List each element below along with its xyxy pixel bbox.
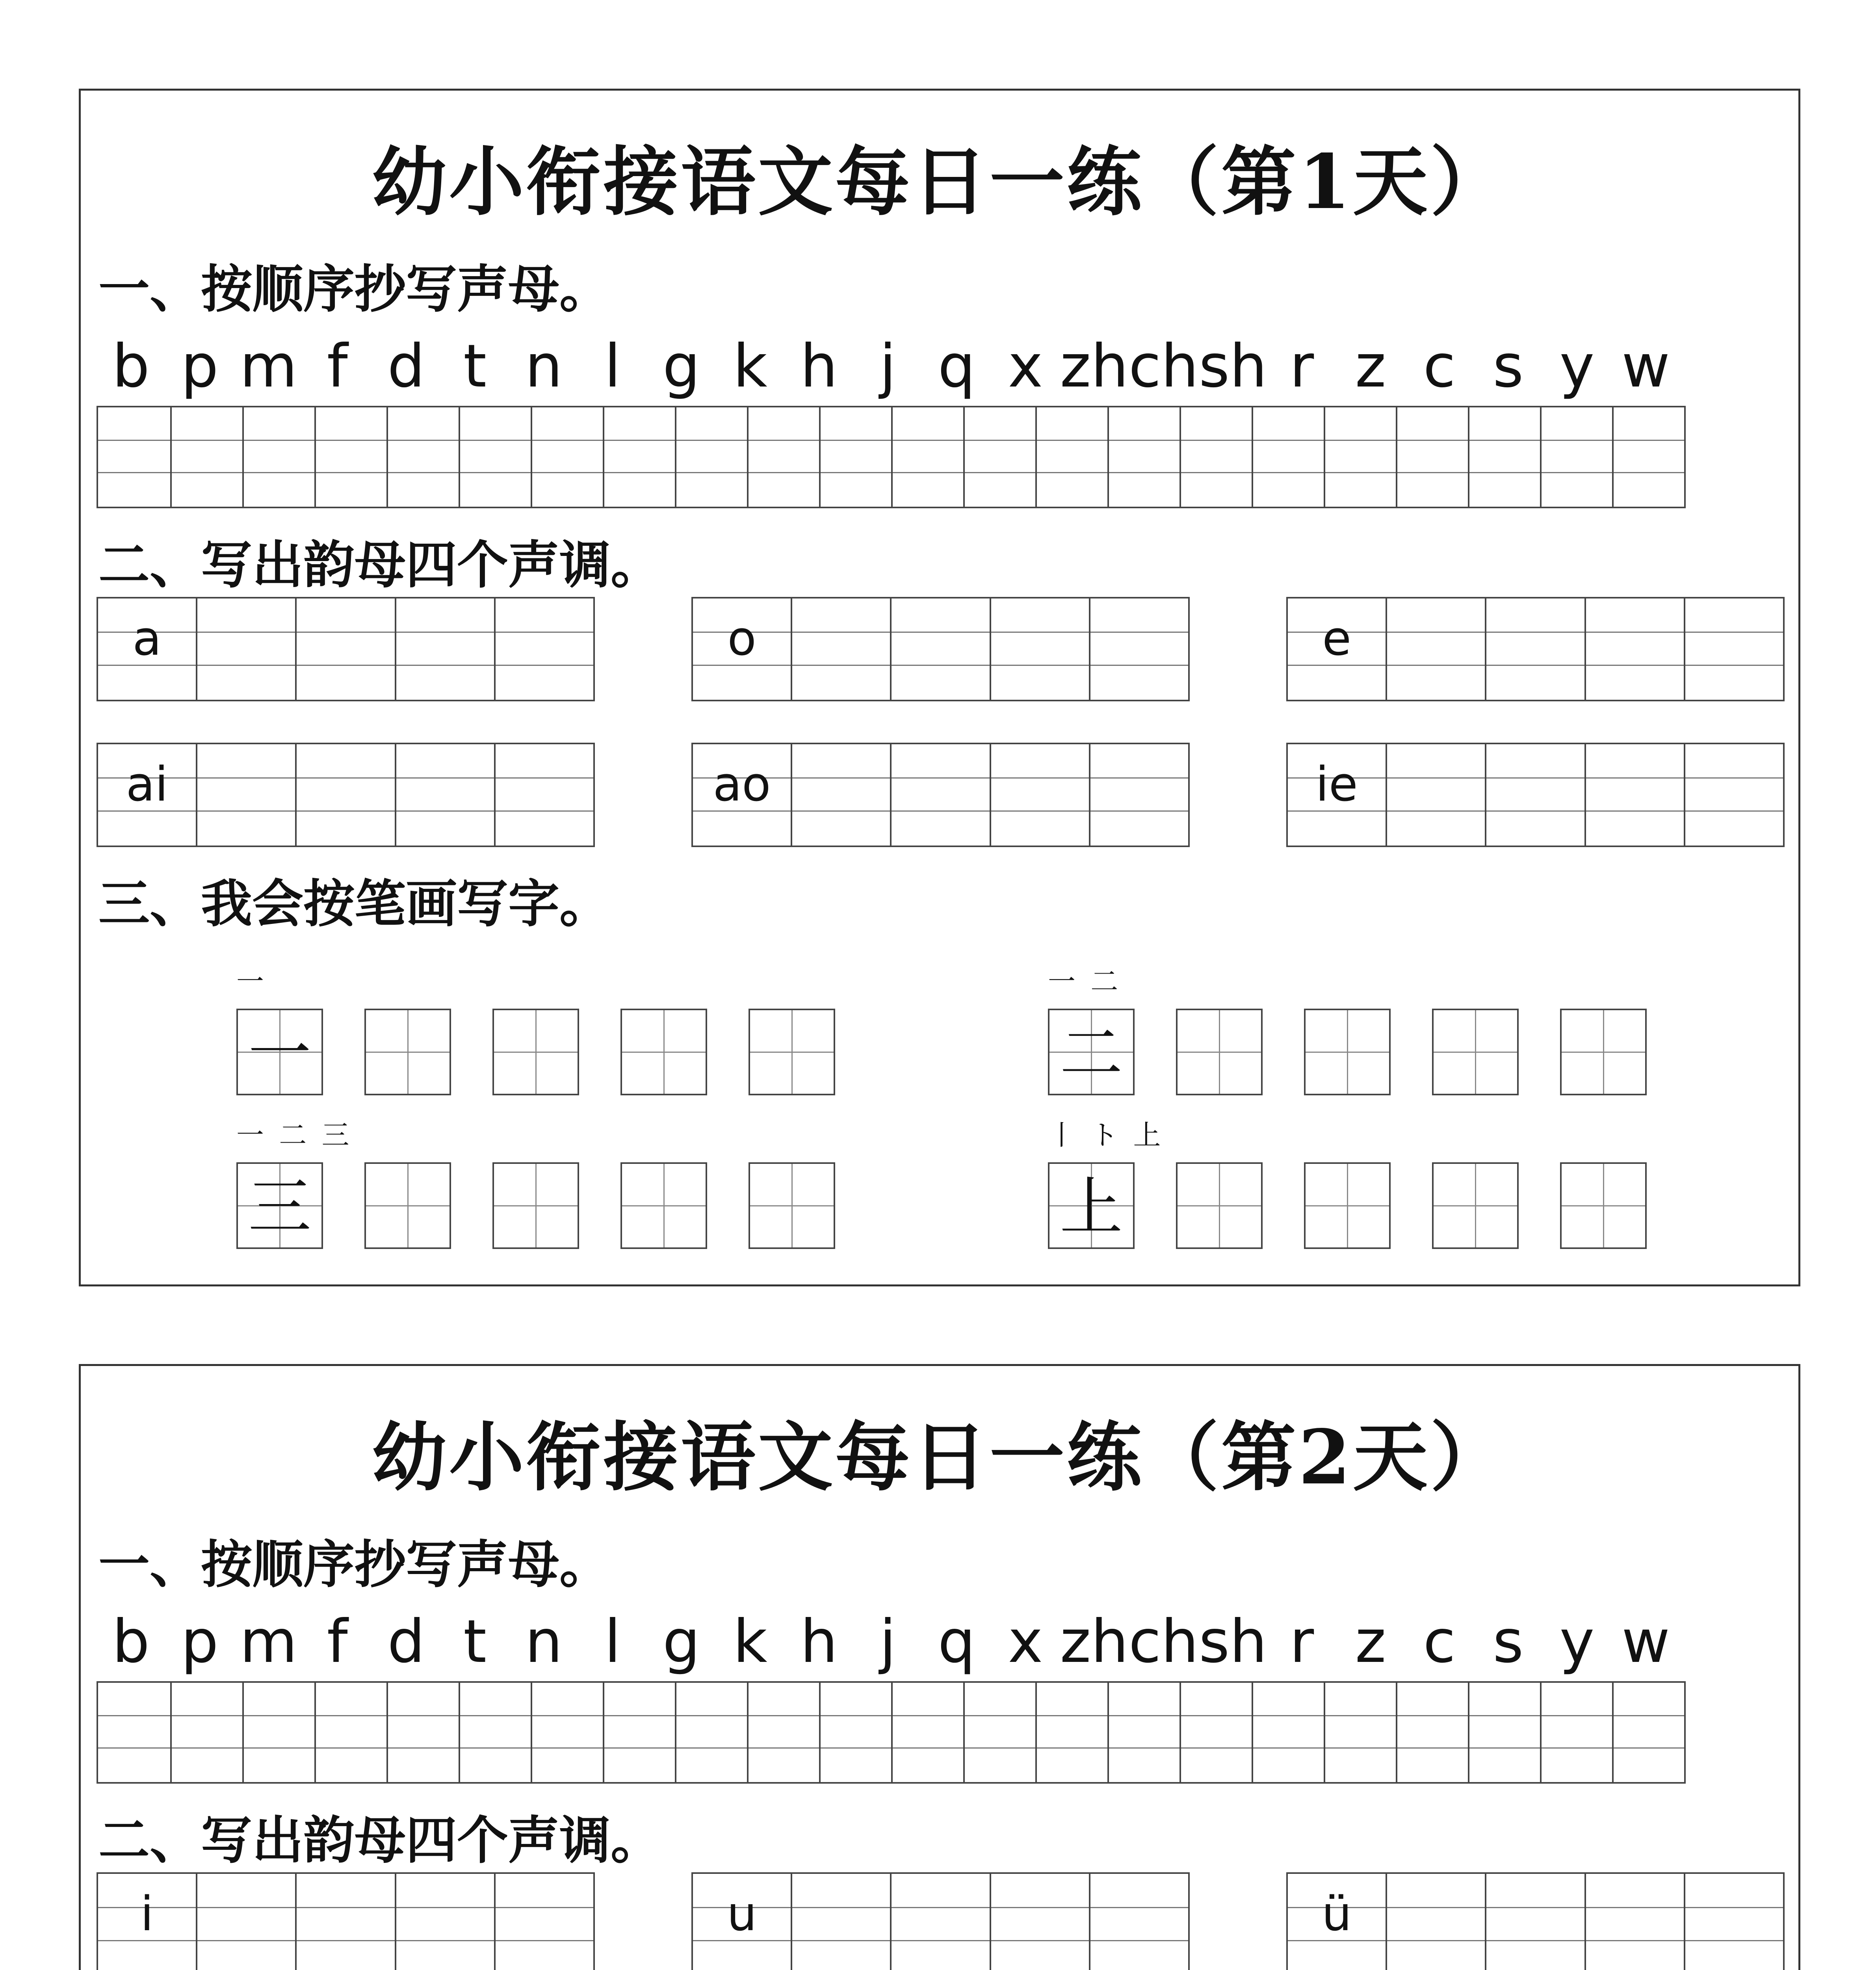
- grid-cell[interactable]: [242, 1683, 314, 1782]
- tianzige-box[interactable]: [620, 1162, 707, 1249]
- initial: c: [1423, 1608, 1456, 1676]
- initial: f: [327, 332, 348, 401]
- grid-cell[interactable]: [963, 1683, 1035, 1782]
- grid-cell[interactable]: [1035, 407, 1107, 507]
- grid-cell[interactable]: [170, 1683, 242, 1782]
- final-writing-group[interactable]: [1286, 597, 1785, 701]
- tianzige-box[interactable]: [1048, 1162, 1135, 1249]
- grid-cell[interactable]: [963, 407, 1035, 507]
- stroke-order: 一 二 三: [236, 1119, 353, 1151]
- final-label: ü: [1322, 1887, 1352, 1942]
- initials-writing-grid[interactable]: [97, 1681, 1686, 1784]
- initial: t: [463, 332, 487, 401]
- initial: m: [240, 332, 297, 401]
- grid-cell[interactable]: [1324, 407, 1396, 507]
- final-label: e: [1322, 611, 1352, 666]
- tianzige-box[interactable]: [1560, 1162, 1647, 1249]
- tianzige-box[interactable]: [1304, 1162, 1391, 1249]
- initial: w: [1622, 332, 1670, 401]
- initials-row: [97, 327, 1680, 406]
- grid-cell[interactable]: [1612, 1683, 1684, 1782]
- tianzige-box[interactable]: [364, 1009, 451, 1095]
- section-heading-initials: 一、按顺序抄写声母。: [98, 1534, 611, 1595]
- tianzige-box[interactable]: [1432, 1009, 1519, 1095]
- grid-cell[interactable]: [98, 1683, 170, 1782]
- character-practice-row: [1048, 1009, 1647, 1095]
- tianzige-box[interactable]: [749, 1009, 835, 1095]
- initial: ch: [1128, 1608, 1199, 1676]
- model-character: 二: [1059, 1017, 1123, 1090]
- tianzige-box[interactable]: [1432, 1162, 1519, 1249]
- character-practice-row: [1048, 1162, 1647, 1249]
- model-character: 三: [248, 1170, 311, 1244]
- grid-cell[interactable]: [675, 407, 747, 507]
- final-writing-group[interactable]: [1286, 743, 1785, 847]
- initials-writing-grid[interactable]: [97, 406, 1686, 508]
- tianzige-box[interactable]: [1176, 1162, 1263, 1249]
- tianzige-box[interactable]: [492, 1162, 579, 1249]
- grid-cell[interactable]: [459, 1683, 531, 1782]
- initial: d: [387, 332, 425, 401]
- grid-cell[interactable]: [170, 407, 242, 507]
- section-heading-finals: 二、写出韵母四个声调。: [98, 1810, 662, 1870]
- final-writing-group[interactable]: [691, 1872, 1190, 1970]
- final-writing-group[interactable]: [97, 743, 595, 847]
- initial: j: [879, 1608, 896, 1676]
- character-practice-row: [236, 1162, 835, 1249]
- grid-cell[interactable]: [1540, 407, 1612, 507]
- final-writing-group[interactable]: [97, 597, 595, 701]
- grid-cell[interactable]: [891, 1683, 963, 1782]
- final-writing-group[interactable]: [97, 1872, 595, 1970]
- grid-cell[interactable]: [1540, 1683, 1612, 1782]
- grid-cell[interactable]: [819, 1683, 891, 1782]
- grid-cell[interactable]: [1612, 407, 1684, 507]
- final-label: ao: [713, 757, 771, 812]
- grid-cell[interactable]: [1468, 407, 1540, 507]
- tianzige-box[interactable]: [749, 1162, 835, 1249]
- grid-cell[interactable]: [242, 407, 314, 507]
- grid-cell[interactable]: [1107, 407, 1179, 507]
- tianzige-box[interactable]: [236, 1009, 323, 1095]
- initial: g: [662, 332, 700, 401]
- stroke-order: 一: [236, 965, 267, 998]
- stroke-order: 丨 ト 上: [1048, 1119, 1164, 1151]
- initial: t: [463, 1608, 487, 1676]
- initial: s: [1493, 1608, 1524, 1676]
- worksheet-day-1: [79, 89, 1800, 1286]
- tianzige-box[interactable]: [1304, 1009, 1391, 1095]
- initial: h: [800, 1608, 838, 1676]
- final-label: u: [727, 1887, 757, 1942]
- grid-cell[interactable]: [1396, 407, 1468, 507]
- initial: ch: [1128, 332, 1199, 401]
- model-character: 一: [248, 1017, 311, 1090]
- initial: z: [1355, 332, 1386, 401]
- initial: q: [938, 1608, 975, 1676]
- initial: g: [662, 1608, 700, 1676]
- final-label: a: [132, 611, 162, 666]
- tianzige-box[interactable]: [236, 1162, 323, 1249]
- worksheet-day-2: [79, 1364, 1800, 1970]
- grid-cell[interactable]: [1324, 1683, 1396, 1782]
- grid-cell[interactable]: [531, 407, 603, 507]
- tianzige-box[interactable]: [364, 1162, 451, 1249]
- grid-cell[interactable]: [603, 407, 675, 507]
- initial: m: [240, 1608, 297, 1676]
- grid-cell[interactable]: [1252, 407, 1324, 507]
- final-writing-group[interactable]: [1286, 1872, 1785, 1970]
- stroke-order: 一 二: [1048, 965, 1122, 998]
- model-character: 上: [1059, 1170, 1123, 1244]
- initial: k: [733, 1608, 767, 1676]
- initial: b: [112, 332, 150, 401]
- initial: w: [1622, 1608, 1670, 1676]
- initial: zh: [1060, 1608, 1129, 1676]
- grid-cell[interactable]: [459, 407, 531, 507]
- grid-cell[interactable]: [1035, 1683, 1107, 1782]
- initial: y: [1559, 1608, 1595, 1676]
- section-heading-initials: 一、按顺序抄写声母。: [98, 259, 611, 319]
- initial: c: [1423, 332, 1456, 401]
- initial: z: [1355, 1608, 1386, 1676]
- initial: l: [604, 1608, 621, 1676]
- section-heading-finals: 二、写出韵母四个声调。: [98, 535, 662, 595]
- initial: y: [1559, 332, 1595, 401]
- initial: l: [604, 332, 621, 401]
- initial: x: [1008, 1608, 1043, 1676]
- initials-row: [97, 1602, 1680, 1681]
- initial: sh: [1199, 332, 1267, 401]
- initial: j: [879, 332, 896, 401]
- final-writing-group[interactable]: [691, 743, 1190, 847]
- grid-cell[interactable]: [98, 407, 170, 507]
- initial: s: [1493, 332, 1524, 401]
- grid-cell[interactable]: [531, 1683, 603, 1782]
- tianzige-box[interactable]: [620, 1009, 707, 1095]
- grid-cell[interactable]: [891, 407, 963, 507]
- initial: q: [938, 332, 975, 401]
- final-writing-group[interactable]: [691, 597, 1190, 701]
- grid-cell[interactable]: [1252, 1683, 1324, 1782]
- grid-cell[interactable]: [819, 407, 891, 507]
- page-title: 幼小衔接语文每日一练（第2天）: [371, 1413, 1508, 1501]
- page-title: 幼小衔接语文每日一练（第1天）: [371, 138, 1508, 226]
- initial: n: [525, 1608, 563, 1676]
- initial: sh: [1199, 1608, 1267, 1676]
- grid-cell[interactable]: [386, 407, 459, 507]
- initial: r: [1289, 332, 1314, 401]
- initial: p: [181, 1608, 219, 1676]
- initial: n: [525, 332, 563, 401]
- initial: zh: [1060, 332, 1129, 401]
- initial: r: [1289, 1608, 1314, 1676]
- final-label: o: [727, 611, 756, 666]
- section-heading-characters: 三、我会按笔画写字。: [98, 873, 611, 934]
- final-label: i: [140, 1887, 154, 1942]
- initial: d: [387, 1608, 425, 1676]
- initial: x: [1008, 332, 1043, 401]
- initial: k: [733, 332, 767, 401]
- grid-cell[interactable]: [1107, 1683, 1179, 1782]
- grid-cell[interactable]: [747, 1683, 819, 1782]
- tianzige-box[interactable]: [492, 1009, 579, 1095]
- final-label: ie: [1315, 757, 1358, 812]
- character-practice-row: [236, 1009, 835, 1095]
- grid-cell[interactable]: [1179, 1683, 1252, 1782]
- tianzige-box[interactable]: [1048, 1009, 1135, 1095]
- initial: b: [112, 1608, 150, 1676]
- grid-cell[interactable]: [675, 1683, 747, 1782]
- tianzige-box[interactable]: [1560, 1009, 1647, 1095]
- grid-cell[interactable]: [1468, 1683, 1540, 1782]
- grid-cell[interactable]: [747, 407, 819, 507]
- grid-cell[interactable]: [603, 1683, 675, 1782]
- initial: h: [800, 332, 838, 401]
- initial: p: [181, 332, 219, 401]
- grid-cell[interactable]: [314, 407, 386, 507]
- grid-cell[interactable]: [1396, 1683, 1468, 1782]
- grid-cell[interactable]: [1179, 407, 1252, 507]
- grid-cell[interactable]: [386, 1683, 459, 1782]
- final-label: ai: [126, 757, 168, 812]
- initial: f: [327, 1608, 348, 1676]
- grid-cell[interactable]: [314, 1683, 386, 1782]
- tianzige-box[interactable]: [1176, 1009, 1263, 1095]
